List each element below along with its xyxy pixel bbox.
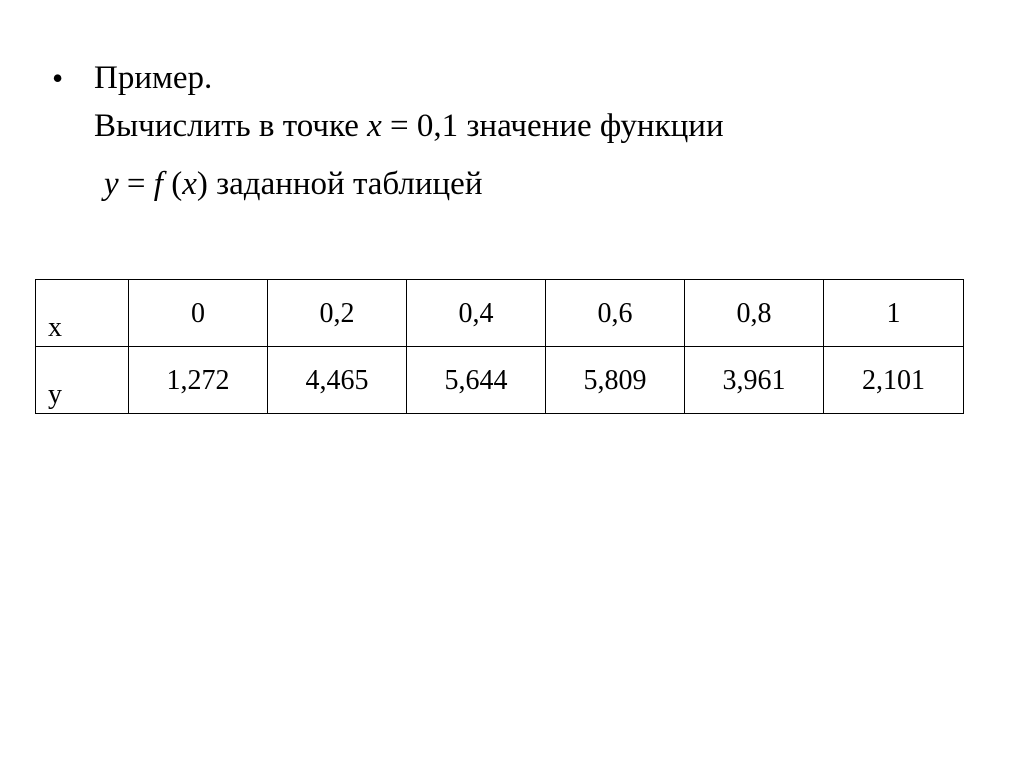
row-header-y: y (36, 347, 129, 414)
variable-x: x (182, 166, 197, 202)
task-suffix: значение функции (458, 108, 724, 144)
table-cell: 0,8 (685, 280, 824, 347)
table-cell: 1 (824, 280, 964, 347)
function-table (35, 279, 964, 414)
equals-sign: = (118, 166, 154, 202)
table-cell: 1,272 (129, 347, 268, 414)
function-suffix: заданной таблицей (207, 166, 483, 202)
open-paren: ( (162, 166, 183, 202)
variable-x: x (367, 108, 382, 144)
close-paren: ) (196, 166, 208, 202)
table-cell: 0,4 (407, 280, 546, 347)
example-title: Пример. (94, 60, 213, 96)
task-statement (94, 106, 724, 146)
table-cell: 0 (129, 280, 268, 347)
function-statement (104, 164, 483, 204)
table-cell: 5,644 (407, 347, 546, 414)
data-table-container (35, 279, 964, 414)
table-cell: 0,6 (546, 280, 685, 347)
table-cell: 2,101 (824, 347, 964, 414)
table-row (36, 347, 964, 414)
table-cell: 4,465 (268, 347, 407, 414)
row-header-x: x (36, 280, 129, 347)
table-cell: 3,961 (685, 347, 824, 414)
bullet-marker: • (52, 60, 64, 96)
table-cell: 0,2 (268, 280, 407, 347)
table-row (36, 280, 964, 347)
point-value: 0,1 (416, 108, 459, 144)
variable-y: y (104, 166, 119, 202)
task-prefix: Вычислить в точке (94, 108, 368, 144)
function-f: f (153, 166, 163, 202)
table-cell: 5,809 (546, 347, 685, 414)
equals-sign: = (381, 108, 417, 144)
